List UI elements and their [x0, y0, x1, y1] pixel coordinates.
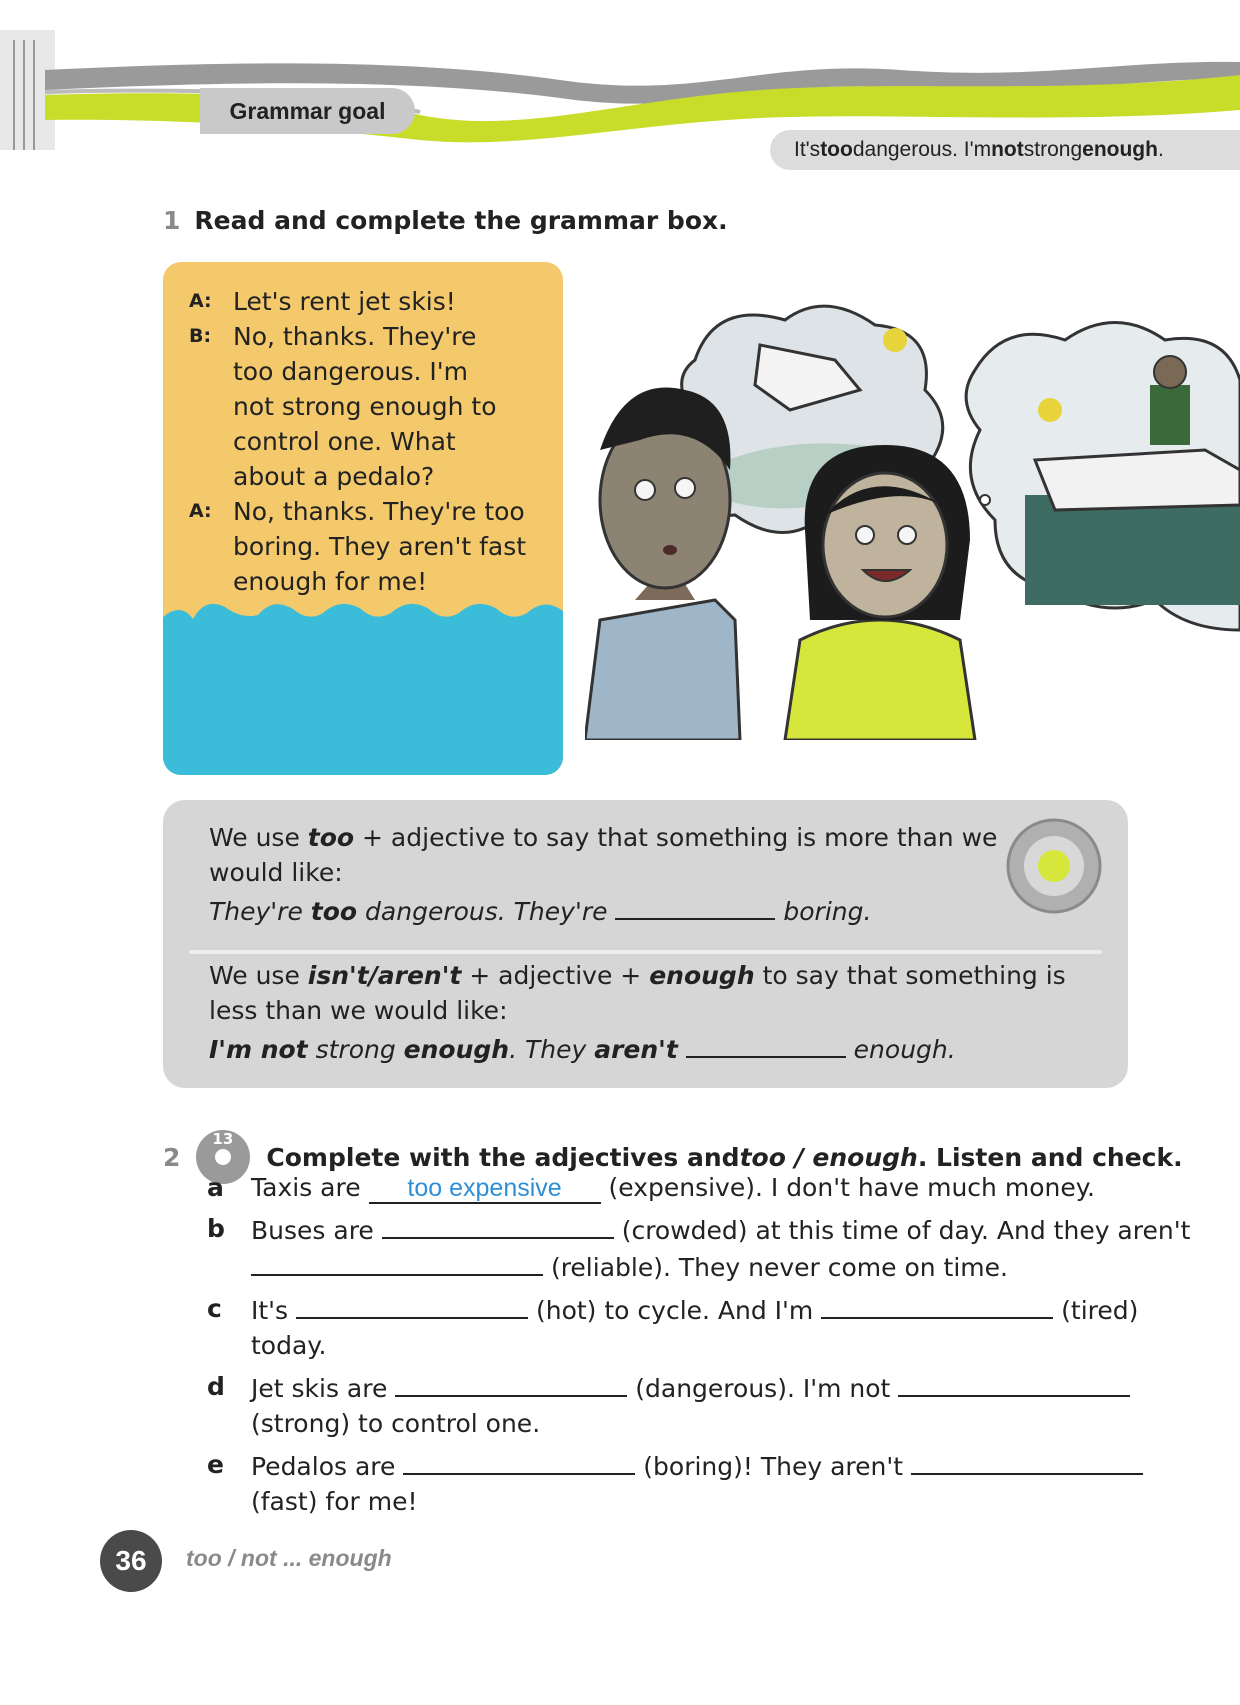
grammar-rule-enough: We use isn't/aren't + adjective + enough to say that something is less than we would like: I'm not strong enough. They aren't enough. — [209, 958, 1068, 1067]
answer-blank[interactable] — [911, 1447, 1143, 1475]
water-area — [163, 625, 563, 775]
answer-blank[interactable] — [615, 892, 775, 920]
grammar-box — [163, 800, 1128, 1088]
list-item: e Pedalos are (boring)! They aren't (fast) for me! — [207, 1447, 1217, 1519]
footer-topic: too / not ... enough — [186, 1545, 392, 1571]
illustration — [585, 300, 1240, 740]
exercise-1-number: 1 — [163, 206, 181, 235]
dialogue-line: B: No, thanks. They're too dangerous. I'm not strong enough to control one. What about a pedalo? — [189, 322, 497, 491]
exercise-1-title: 1 Read and complete the grammar box. — [163, 206, 728, 235]
answer-blank[interactable] — [251, 1248, 543, 1276]
sample-answer: too expensive — [407, 1174, 562, 1202]
answer-blank-filled[interactable] — [369, 1174, 601, 1204]
answer-blank[interactable] — [403, 1447, 635, 1475]
answer-blank[interactable] — [686, 1030, 846, 1058]
list-item: a Taxis are too expensive (expensive). I don't have much money. — [207, 1173, 1095, 1202]
grammar-goal-sentence: It's too dangerous. I'm not strong enough . — [770, 130, 1240, 170]
answer-blank[interactable] — [395, 1369, 627, 1397]
list-item: c It's (hot) to cycle. And I'm (tired) today. — [207, 1291, 1217, 1363]
girl-icon — [785, 445, 975, 740]
exercise-2-items — [207, 1170, 1217, 1525]
answer-blank[interactable] — [382, 1211, 614, 1239]
grammar-example-enough: I'm not strong enough. They aren't enough. — [209, 1030, 1068, 1067]
cd-track-number: 13 — [212, 1130, 234, 1148]
dialogue-line: A: No, thanks. They're too boring. They aren't fast enough for me! — [189, 497, 527, 596]
dialogue-line: A: Let's rent jet skis! — [189, 287, 456, 316]
boy-icon — [585, 388, 740, 741]
answer-blank[interactable] — [821, 1291, 1053, 1319]
grammar-goal-label: Grammar goal — [200, 88, 415, 134]
thought-bubble-pedalo-icon — [966, 323, 1240, 631]
list-item: b Buses are (crowded) at this time of day. And they aren't (reliable). They never come on time. — [207, 1211, 1217, 1285]
exercise-2-number: 2 — [163, 1142, 181, 1172]
divider — [189, 950, 1102, 954]
grammar-rule-too: We use too + adjective to say that something is more than we would like: They're too dangerous. They're boring. — [209, 820, 1068, 929]
answer-blank[interactable] — [898, 1369, 1130, 1397]
dialogue-card — [163, 262, 563, 775]
grammar-example-too: They're too dangerous. They're boring. — [209, 892, 1068, 929]
list-item: d Jet skis are (dangerous). I'm not (strong) to control one. — [207, 1369, 1217, 1441]
cd-icon — [1004, 816, 1104, 916]
answer-blank[interactable] — [296, 1291, 528, 1319]
exercise-2-title: 2 13 Complete with the adjectives and too / enough . Listen and check. — [163, 1128, 1183, 1186]
page-number: 36 — [100, 1530, 162, 1592]
